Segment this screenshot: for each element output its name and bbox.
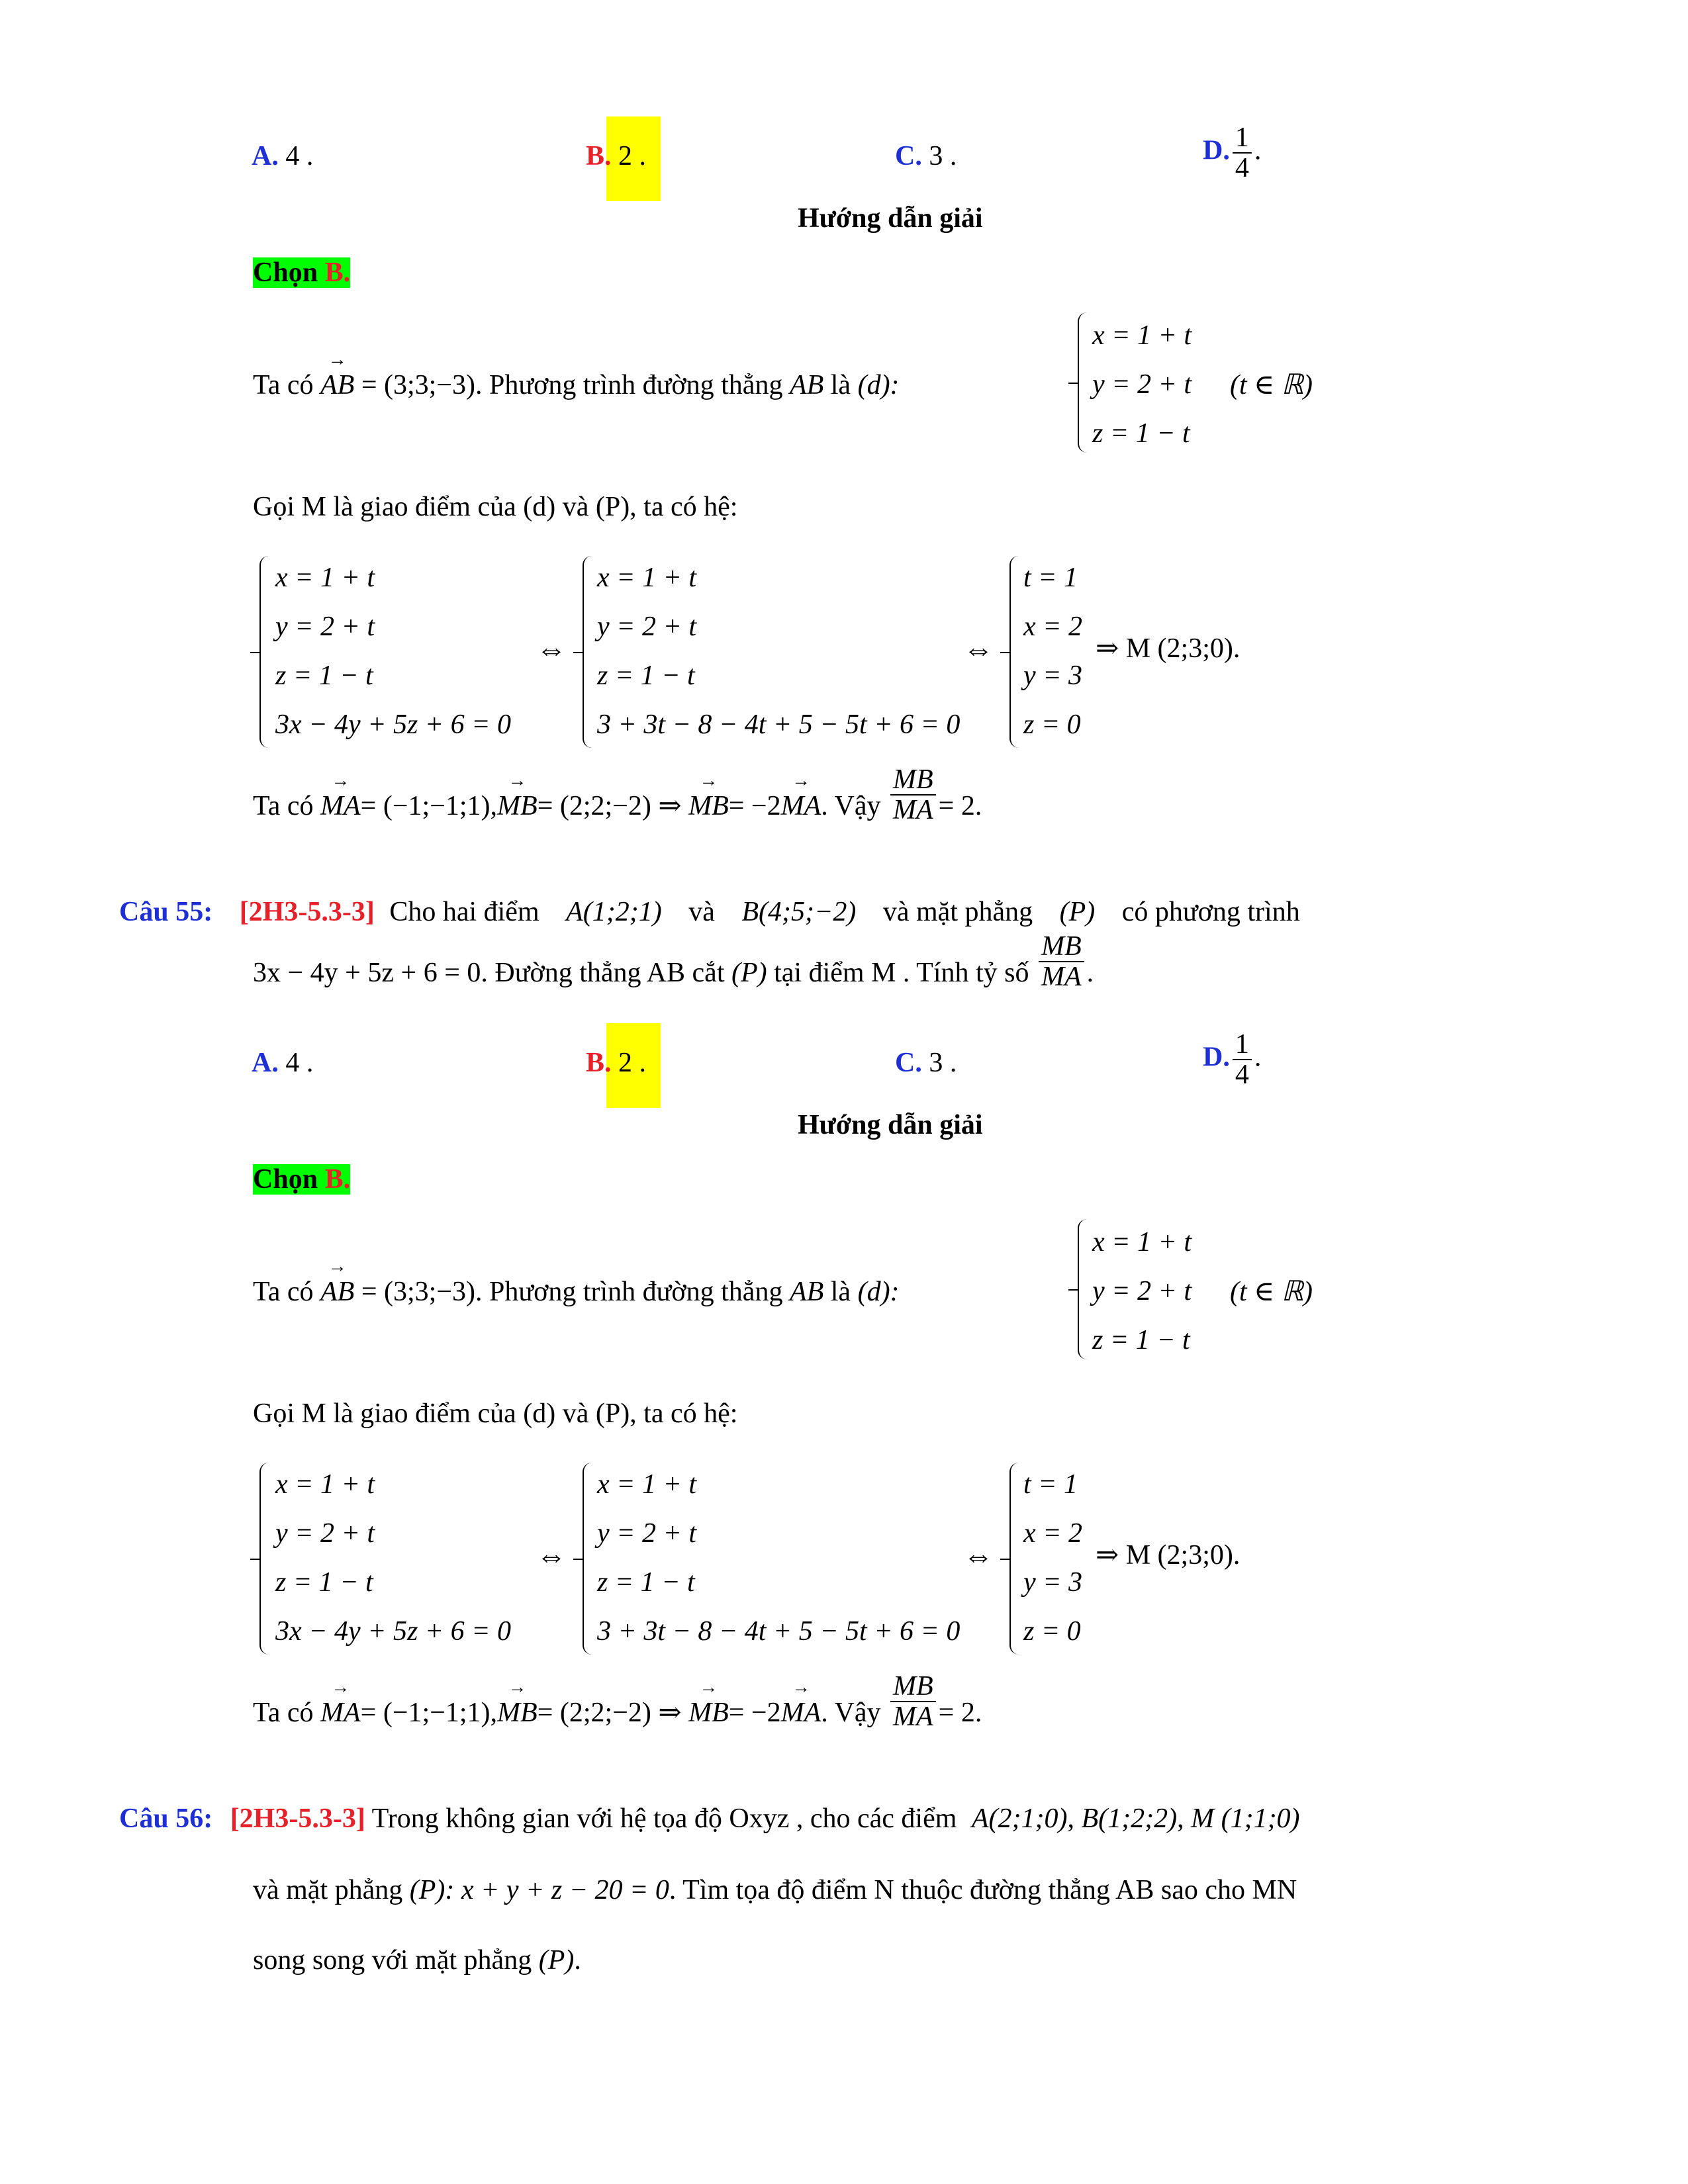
option-b: B. 2 . xyxy=(586,141,647,171)
guide-title: Hướng dẫn giải xyxy=(798,1110,983,1140)
equiv-symbol: ⇔ xyxy=(536,1539,567,1572)
result-point: ⇒ M (2;3;0). xyxy=(1096,633,1241,664)
question-56-line3: song song với mặt phẳng (P). xyxy=(253,1945,581,1976)
system-2: x = 1 + t y = 2 + t z = 1 − t 3 + 3t − 8 − 4t + 5 − 5t + 6 = 0 xyxy=(597,1469,961,1647)
system-2: x = 1 + t y = 2 + t z = 1 − t 3 + 3t − 8 − 4t + 5 − 5t + 6 = 0 xyxy=(597,563,961,740)
param-domain: (t ∈ ℝ) xyxy=(1230,1277,1313,1307)
question-55-line2: 3x − 4y + 5z + 6 = 0. Đường thẳng AB cắt (P) tại điểm M . Tính tỷ số $\frac{MB}{MA}$ . xyxy=(253,931,1094,993)
brace xyxy=(583,556,593,748)
line-vector-ab: Ta có → AB = (3;3;−3). Phương trình đường thẳng AB là (d): xyxy=(253,369,900,401)
equiv-symbol: ⇔ xyxy=(963,632,994,666)
option-b: B. 2 . xyxy=(586,1048,647,1078)
option-c: C. 3 . xyxy=(895,1048,957,1078)
system-1: x = 1 + t y = 2 + t z = 1 − t 3x − 4y + 5z + 6 = 0 xyxy=(275,563,511,740)
system-3: t = 1 x = 2 y = 3 z = 0 xyxy=(1023,1469,1082,1647)
brace xyxy=(259,1463,270,1655)
intersection-line: Gọi M là giao điểm của (d) và (P), ta có hệ: xyxy=(253,492,738,522)
choose-answer: Chọn B. xyxy=(253,257,351,288)
param-system: x = 1 + t y = 2 + t z = 1 − t xyxy=(1092,320,1192,449)
equiv-symbol: ⇔ xyxy=(536,632,567,666)
brace xyxy=(1009,556,1020,748)
equiv-symbol: ⇔ xyxy=(963,1539,994,1572)
system-3: t = 1 x = 2 y = 3 z = 0 xyxy=(1023,563,1082,740)
question-56-line2: và mặt phẳng (P): x + y + z − 20 = 0. Tìm tọa độ điểm N thuộc đường thẳng AB sao cho MN xyxy=(253,1875,1297,1905)
option-d: D. $\frac{1}{4}$ . xyxy=(1203,122,1262,184)
choose-answer: Chọn B. xyxy=(253,1164,351,1195)
line-vector-ab: Ta có → AB = (3;3;−3). Phương trình đường thẳng AB là (d): xyxy=(253,1276,900,1308)
question-55: Câu 55: [2H3-5.3-3] Cho hai điểm A(1;2;1) và B(4;5;−2) và mặt phẳng (P) có phương trình xyxy=(119,897,1300,927)
param-system: x = 1 + t y = 2 + t z = 1 − t xyxy=(1092,1227,1192,1355)
result-point: ⇒ M (2;3;0). xyxy=(1096,1540,1241,1570)
option-a: A. 4 . xyxy=(252,1048,314,1078)
guide-title: Hướng dẫn giải xyxy=(798,203,983,234)
brace xyxy=(1009,1463,1020,1655)
ratio-line: Ta có → MA= (−1;−1;1),→ MB= (2;2;−2) ⇒ → MB= −2→ MA. Vậy $\frac{MB}{MA}$ = 2. xyxy=(253,790,982,825)
param-domain: (t ∈ ℝ) xyxy=(1230,370,1313,400)
brace xyxy=(1078,1219,1088,1359)
option-a: A. 4 . xyxy=(252,141,314,171)
brace xyxy=(1078,312,1088,453)
option-c: C. 3 . xyxy=(895,141,957,171)
option-d: D. $\frac{1}{4}$ . xyxy=(1203,1029,1262,1091)
brace xyxy=(583,1463,593,1655)
brace xyxy=(259,556,270,748)
intersection-line: Gọi M là giao điểm của (d) và (P), ta có hệ: xyxy=(253,1398,738,1429)
ratio-line: Ta có → MA= (−1;−1;1),→ MB= (2;2;−2) ⇒ → MB= −2→ MA. Vậy $\frac{MB}{MA}$ = 2. xyxy=(253,1697,982,1731)
question-56: Câu 56: [2H3-5.3-3] Trong không gian với hệ tọa độ Oxyz , cho các điểm A(2;1;0), B(1;2;2), M (1;1;0) xyxy=(119,1803,1300,1834)
system-1: x = 1 + t y = 2 + t z = 1 − t 3x − 4y + 5z + 6 = 0 xyxy=(275,1469,511,1647)
